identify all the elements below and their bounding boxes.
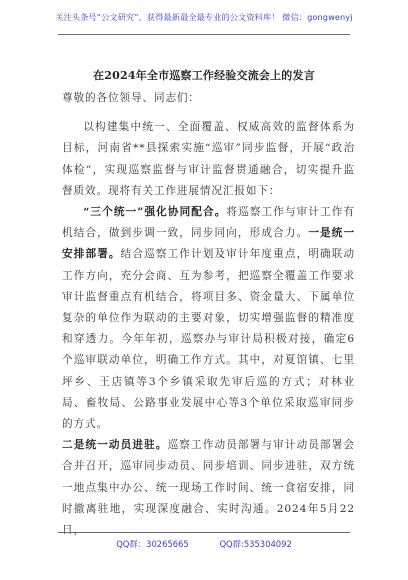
section1-text: 将巡察工作与审计工作有机结合，做到步调一致，同步同向，形成合力。: [62, 206, 355, 240]
header-note: 关注头条号“公文研究”，获得最新最全最专业的公文资料库！ 微信：gongwenyj: [55, 12, 353, 22]
footer: [0, 538, 408, 550]
section1-heading: “三个统一”强化协同配合。: [83, 206, 227, 219]
point2-paragraph: [62, 435, 355, 541]
section-paragraph: [62, 202, 355, 435]
point2-heading: 二是统一动员进驻。: [62, 439, 168, 452]
point1-text: 结合巡察工作计划及审计年度重点，明确联动工作方向，充分会商、互为参考，把巡察全覆盖工作要求审计监督重点有机结合，将项目多、资金量大、下属单位复杂的单位作为联动的主要对象，切实增强监督的精准度和穿透力。今年年初，巡察办与审计局积极对接，确定6个巡审联动单位，明确工作方式。其中，对夏馆镇、七里坪乡、王店镇等3个乡镇采取先审后巡的方式；对林业局、畜牧局、公路事业发展中心等3个单位采取巡审同步的方式。: [62, 248, 356, 431]
point1-heading: 一是统一安排部署。: [62, 227, 355, 261]
footer-divider: [58, 532, 350, 533]
footer-qq-group-2: QQ群:535304092: [219, 539, 292, 549]
point2-text: 巡察工作动员部署与审计动员部署会合并召开，巡审同步动员、同步培训、同步进驻，双方统一地点集中办公、统一现场工作时间、统一食宿安排，同时撤离驻地，实现深度融合、实时沟通。2024年5月22日，: [62, 439, 355, 537]
footer-qq-group-1: QQ群：30265665: [116, 539, 189, 549]
header-divider: [58, 34, 350, 35]
intro-paragraph: 以构建集中统一、全面覆盖、权威高效的监督体系为目标，河南省**县探索实施“巡审”同步监督，开展“政治体检”，实现巡察监督与审计监督贯通融合，切实提升监督质效。现将有关工作进展情况汇报如下：: [62, 121, 355, 197]
document-body: [62, 88, 355, 541]
salutation: 尊敬的各位领导、同志们：: [62, 92, 200, 104]
document-title: 在2024年全市巡察工作经验交流会上的发言: [93, 69, 315, 82]
